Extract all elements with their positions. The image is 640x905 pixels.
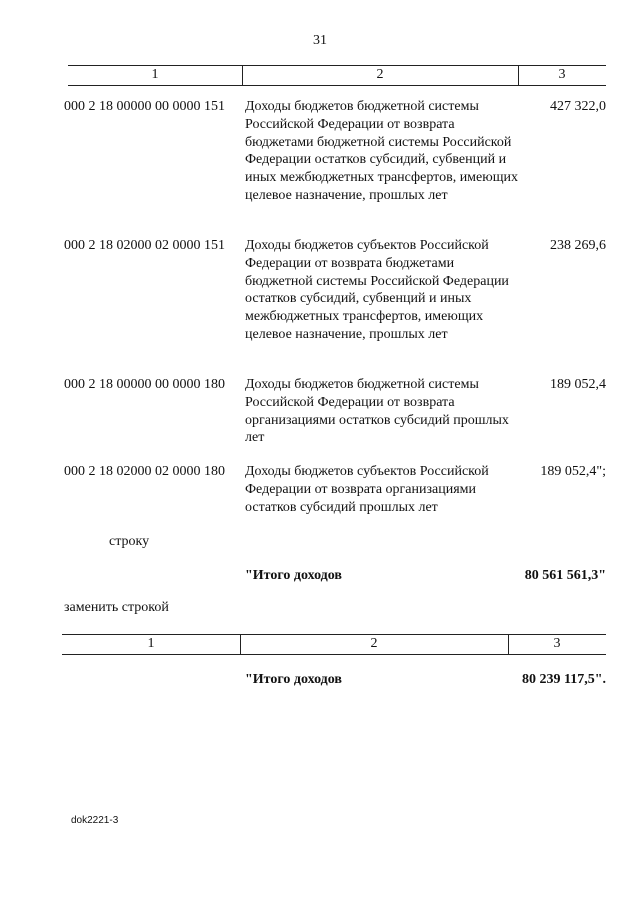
header-col-3: 3 bbox=[558, 67, 566, 82]
row-value: 189 052,4 bbox=[550, 377, 606, 392]
row-description: Доходы бюджетов бюджетной системы Российской Федерации от возврата бюджетами бюджетной системы Российской Федерации остатков субсидий, субвенций и иных межбюджетных трансфертов, имеющих целевое назначение, прошлых лет bbox=[245, 99, 518, 203]
total-new-value: 80 239 117,5". bbox=[522, 672, 606, 687]
total-new-label: "Итого доходов bbox=[245, 672, 342, 687]
header-col-2: 2 bbox=[370, 636, 378, 651]
header-col-2: 2 bbox=[376, 67, 384, 82]
total-old-label: "Итого доходов bbox=[245, 568, 342, 583]
row-code: 000 2 18 00000 00 0000 180 bbox=[64, 377, 225, 392]
total-old-value: 80 561 561,3" bbox=[524, 568, 606, 583]
row-description: Доходы бюджетов субъектов Российской Федерации от возврата бюджетами бюджетной системы Российской Федерации остатков субсидий, субвенций и иных межбюджетных трансфертов, имеющих целевое назначение, прошлых лет bbox=[245, 238, 509, 342]
table-header-2 bbox=[62, 634, 606, 655]
document-code: dok2221-3 bbox=[71, 815, 119, 826]
table-header-1 bbox=[68, 65, 606, 86]
header-col-3: 3 bbox=[553, 636, 561, 651]
replace-text: заменить строкой bbox=[64, 600, 169, 615]
row-code: 000 2 18 02000 02 0000 151 bbox=[64, 238, 225, 253]
row-value: 189 052,4"; bbox=[540, 464, 606, 479]
page-number: 31 bbox=[313, 33, 327, 48]
header-col-1: 1 bbox=[147, 636, 155, 651]
row-code: 000 2 18 02000 02 0000 180 bbox=[64, 464, 225, 479]
word-line: строку bbox=[109, 534, 150, 549]
header-col-1: 1 bbox=[151, 67, 159, 82]
row-value: 427 322,0 bbox=[550, 99, 606, 114]
row-code: 000 2 18 00000 00 0000 151 bbox=[64, 99, 225, 114]
row-value: 238 269,6 bbox=[550, 238, 606, 253]
row-description: Доходы бюджетов субъектов Российской Федерации от возврата организациями остатков субсидий прошлых лет bbox=[245, 464, 489, 515]
row-description: Доходы бюджетов бюджетной системы Российской Федерации от возврата организациями остатков субсидий прошлых лет bbox=[245, 377, 509, 446]
